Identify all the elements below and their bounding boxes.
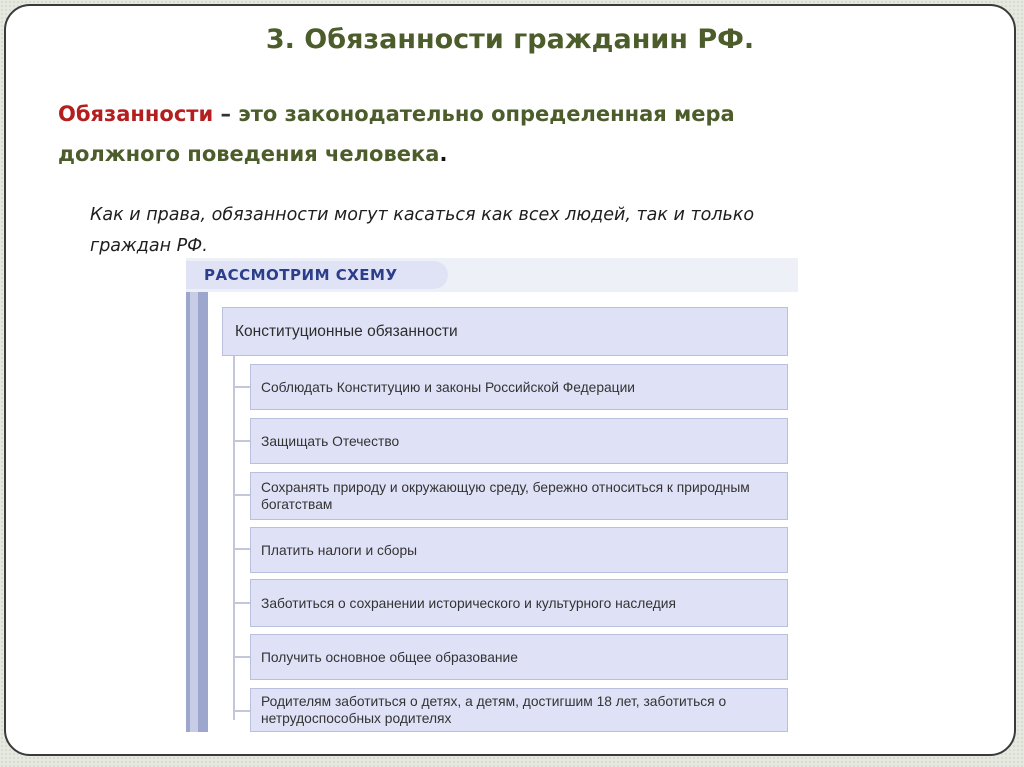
definition-term: Обязанности [58,102,214,126]
note-text: Как и права, обязанности могут касаться как всех людей, так и только граждан РФ. [90,205,755,256]
duties-scheme [186,258,798,732]
tree-vertical-line [233,356,235,720]
definition-dash: – [213,102,239,126]
duty-item-3: Сохранять природу и окружающую среду, бережно относиться к природным богатствам [250,472,788,520]
duty-item-2: Защищать Отечество [250,418,788,464]
tree-connector [233,548,250,550]
duty-item-1: Соблюдать Конституцию и законы Российской Федерации [250,364,788,410]
tree-connector [233,494,250,496]
tree-connector [233,386,250,388]
duty-item-4: Платить налоги и сборы [250,527,788,573]
slide-title: 3. Обязанности гражданин РФ. [265,24,755,55]
duty-item-7: Родителям заботиться о детях, а детям, достигшим 18 лет, заботиться о нетрудоспособных родителях [250,688,788,732]
tree-connector [233,602,250,604]
definition-end: . [439,142,448,166]
definition-text: это законодательно определенная мера должного поведения человека [58,102,735,166]
scheme-header-label: РАССМОТРИМ СХЕМУ [186,261,448,289]
tree-connector [233,440,250,442]
tree-connector [233,710,250,712]
scheme-root-box: Конституционные обязанности [222,307,788,356]
definition-paragraph [58,94,798,174]
scheme-side-stripe [186,292,208,732]
duty-item-5: Заботиться о сохранении исторического и культурного наследия [250,579,788,627]
duty-item-6: Получить основное общее образование [250,634,788,680]
tree-connector [233,656,250,658]
